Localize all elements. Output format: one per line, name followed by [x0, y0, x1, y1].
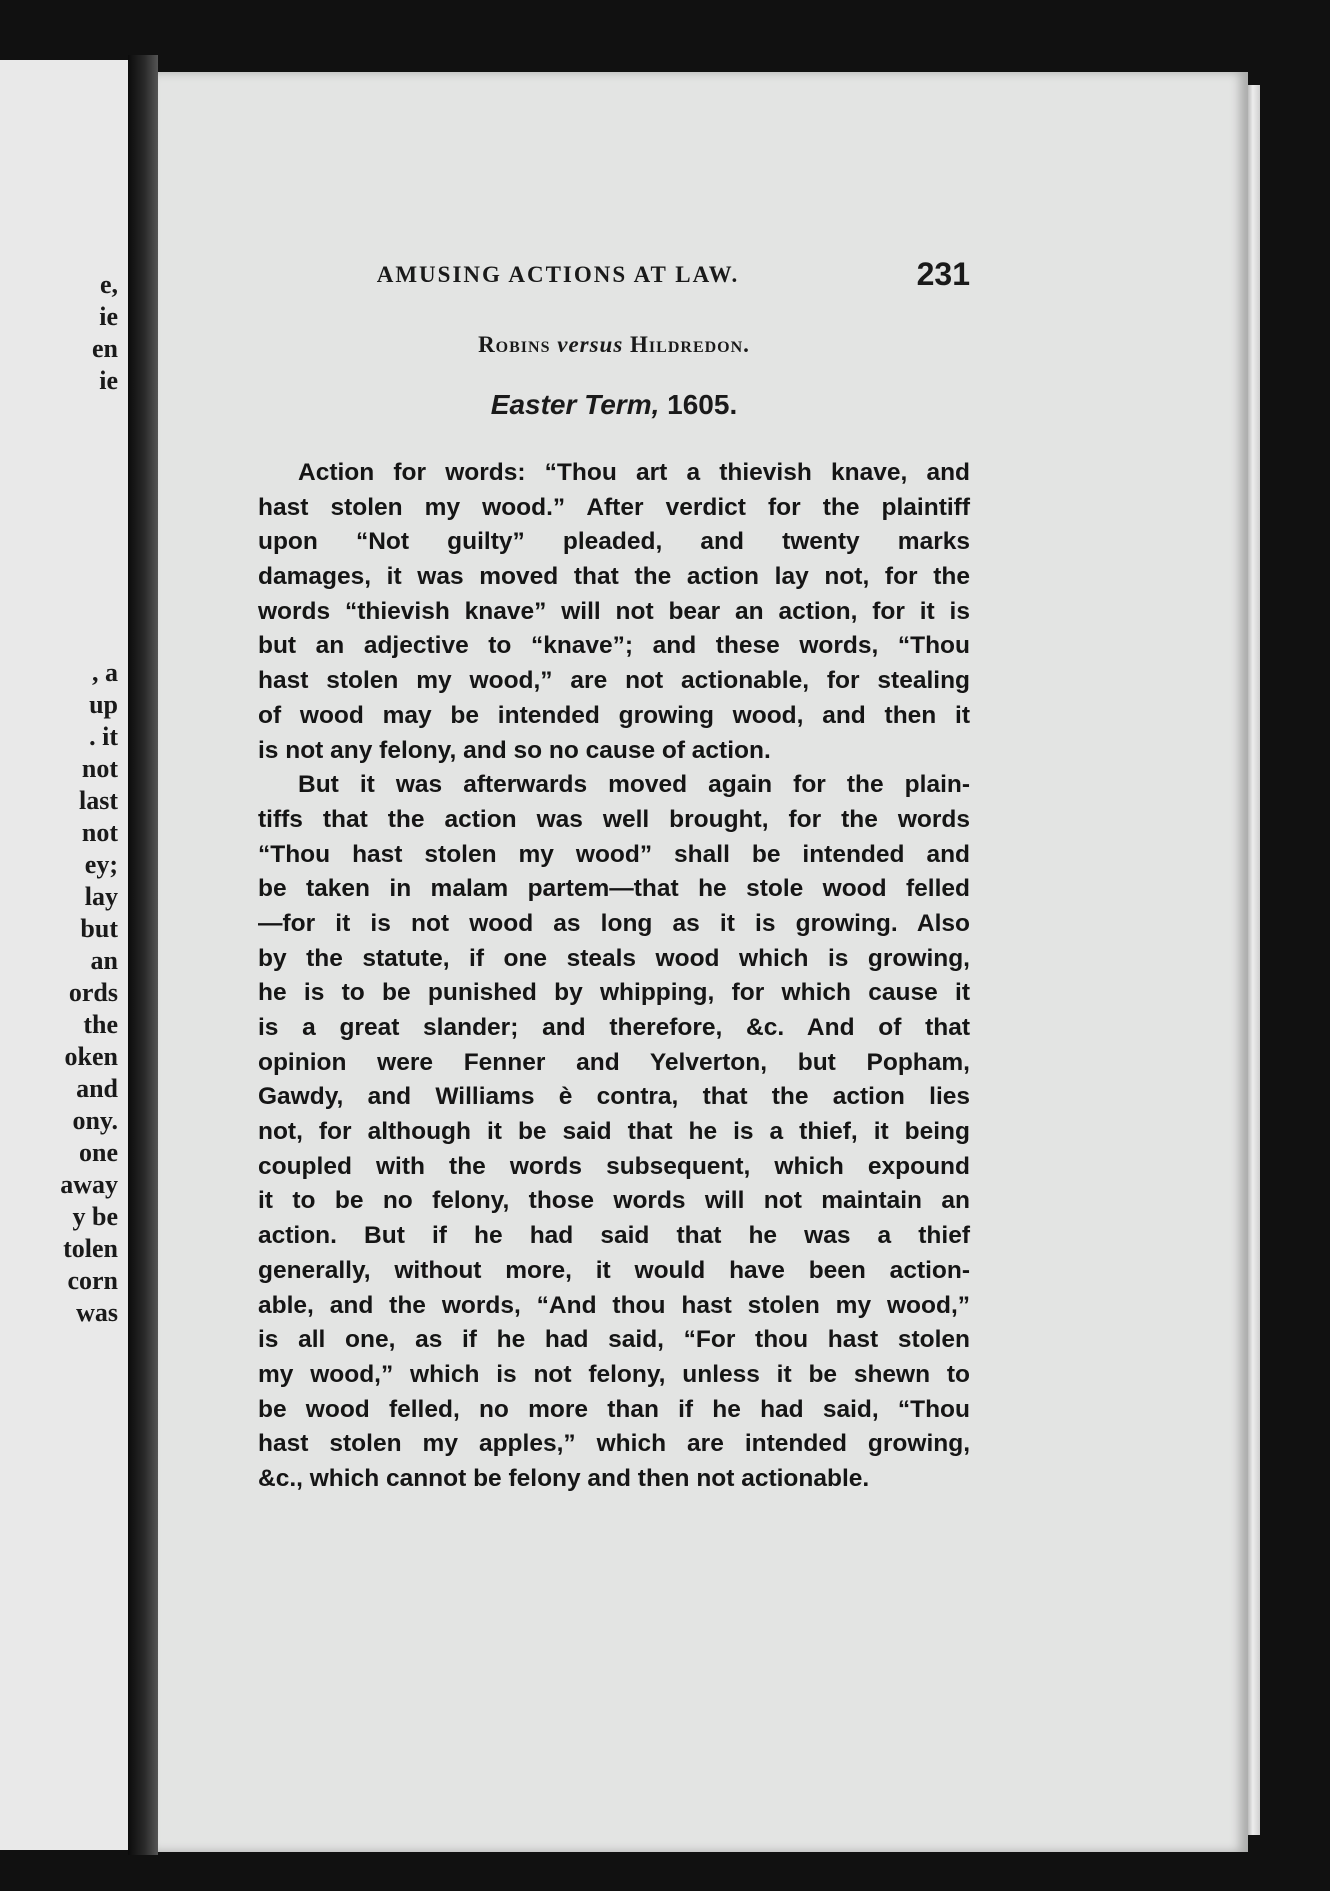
- case-defendant: Hildredon.: [630, 332, 750, 357]
- body-line: —for it is not wood as long as it is growing. Also: [258, 909, 970, 937]
- body-line: action. But if he had said that he was a thief: [258, 1222, 970, 1250]
- facing-page-fragment-line: not: [81, 754, 118, 783]
- body-line: be wood felled, no more than if he had said, “Thou: [258, 1395, 970, 1423]
- facing-page-fragment-line: and: [76, 1074, 118, 1103]
- body-line: is not any felony, and so no cause of action.: [258, 736, 771, 764]
- facing-page-fragment-line: ords: [68, 978, 118, 1007]
- facing-page-fragment-line: away: [60, 1170, 118, 1199]
- term-name: Easter Term,: [490, 389, 660, 420]
- body-line: is all one, as if he had said, “For thou hast stolen: [258, 1326, 970, 1354]
- body-line: &c., which cannot be felony and then not actionable.: [258, 1464, 870, 1492]
- body-line: is a great slander; and therefore, &c. And of that: [258, 1014, 970, 1041]
- body-line: words “thievish knave” will not bear an action, for it is: [258, 597, 970, 625]
- page-number: 231: [916, 256, 970, 292]
- case-plaintiff: Robins: [478, 332, 551, 357]
- body-line: But it was afterwards moved again for the plain-: [298, 771, 970, 799]
- body-line: hast stolen my wood.” After verdict for the plaintiff: [258, 493, 970, 521]
- body-line: coupled with the words subsequent, which expound: [258, 1152, 970, 1180]
- body-line: not, for although it be said that he is a thief, it being: [258, 1118, 970, 1146]
- body-text: [258, 456, 970, 1497]
- body-line: Gawdy, and Williams è contra, that the action lies: [258, 1083, 970, 1111]
- body-line: hast stolen my wood,” are not actionable, for stealing: [258, 667, 970, 695]
- body-line: able, and the words, “And thou hast stolen my wood,”: [258, 1291, 970, 1319]
- facing-page-fragment-line: , a: [92, 658, 118, 687]
- facing-page-fragment-line: the: [83, 1010, 118, 1039]
- body-line: damages, it was moved that the action lay not, for the: [258, 563, 970, 591]
- body-line: hast stolen my apples,” which are intended growing,: [258, 1430, 970, 1458]
- facing-page-fragment: [0, 60, 128, 1850]
- body-line: Action for words: “Thou art a thievish knave, and: [298, 459, 970, 486]
- facing-page-fragment-line: an: [90, 946, 118, 975]
- body-line: it to be no felony, those words will not maintain an: [258, 1187, 970, 1215]
- facing-page-fragment-line: ony.: [72, 1106, 118, 1135]
- body-line: by the statute, if one steals wood which is growing,: [258, 944, 970, 972]
- book-gutter: [128, 55, 158, 1855]
- body-line: generally, without more, it would have been action-: [258, 1256, 970, 1284]
- case-versus: versus: [557, 332, 624, 357]
- facing-page-fragment-line: y be: [72, 1202, 118, 1231]
- facing-page-fragment-line: . it: [89, 722, 118, 751]
- facing-page-fragment-line: en: [92, 334, 118, 363]
- body-line: of wood may be intended growing wood, and then it: [258, 701, 970, 729]
- facing-page-fragment-line: lay: [84, 882, 118, 911]
- body-line: my wood,” which is not felony, unless it be shewn to: [258, 1360, 970, 1388]
- facing-page-fragment-line: up: [89, 690, 118, 719]
- body-line: he is to be punished by whipping, for which cause it: [258, 979, 970, 1007]
- body-line: “Thou hast stolen my wood” shall be intended and: [258, 840, 970, 868]
- facing-page-fragment-line: was: [76, 1298, 118, 1327]
- facing-page-fragment-line: ey;: [84, 850, 118, 879]
- facing-page-fragment-line: last: [79, 786, 118, 815]
- facing-page-fragment-line: tolen: [63, 1234, 118, 1263]
- body-line: opinion were Fenner and Yelverton, but Popham,: [258, 1048, 970, 1076]
- term-heading: [258, 389, 970, 421]
- facing-page-fragment-line: oken: [64, 1042, 118, 1071]
- term-year: 1605.: [667, 389, 738, 420]
- page-header: [258, 256, 970, 296]
- facing-page-fragment-line: but: [80, 914, 118, 943]
- case-title: [258, 332, 970, 358]
- body-line: be taken in malam partem—that he stole wood felled: [258, 875, 970, 903]
- page-edge: [1248, 85, 1260, 1835]
- facing-page-fragment-line: ie: [99, 302, 118, 331]
- facing-page-fragment-line: not: [81, 818, 118, 847]
- facing-page-fragment-line: e,: [99, 270, 118, 299]
- facing-page-fragment-line: one: [79, 1138, 118, 1167]
- body-line: but an adjective to “knave”; and these words, “Thou: [258, 632, 970, 660]
- body-line: upon “Not guilty” pleaded, and twenty marks: [258, 528, 970, 556]
- body-line: tiffs that the action was well brought, for the words: [258, 805, 970, 833]
- facing-page-fragment-line: corn: [67, 1266, 118, 1295]
- facing-page-fragment-line: ie: [99, 366, 118, 395]
- running-head: AMUSING ACTIONS AT LAW.: [376, 262, 740, 287]
